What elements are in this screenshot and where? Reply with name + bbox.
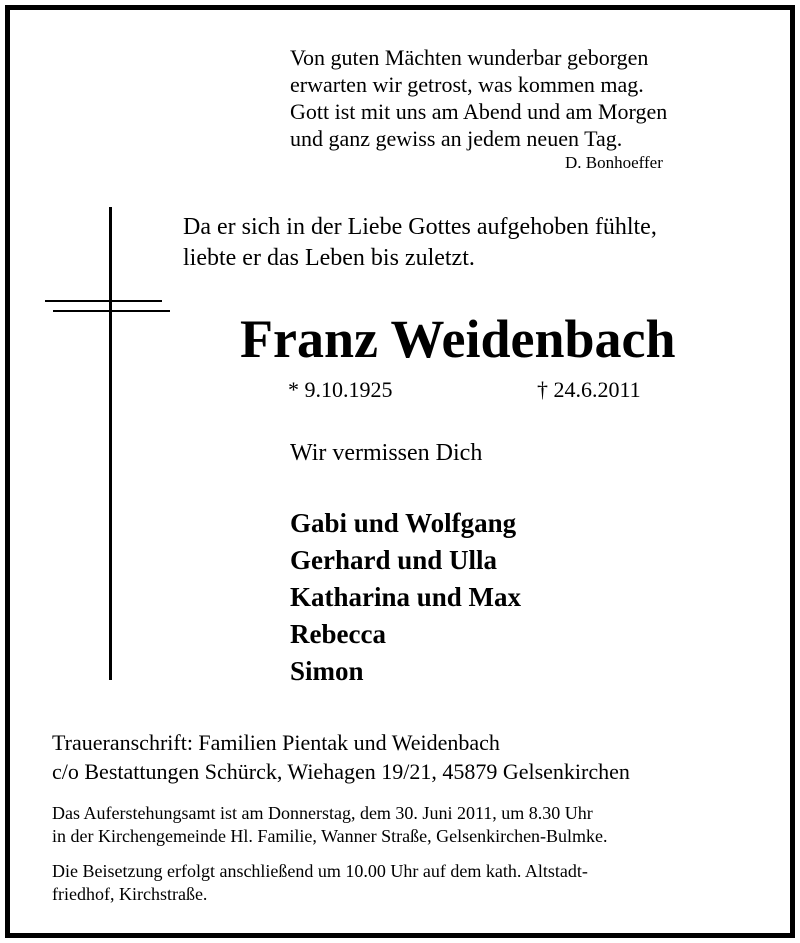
mourner: Gerhard und Ulla [290,545,498,575]
poem-line: Von guten Mächten wunderbar geborgen [290,45,649,70]
cross-icon-bar [45,300,162,302]
service-line: in der Kirchengemeinde Hl. Familie, Wanner Straße, Gelsenkirchen-Bulmke. [52,826,608,846]
address-line: c/o Bestattungen Schürck, Wiehagen 19/21, 45879 Gelsenkirchen [52,759,630,784]
mourning-address [52,728,630,786]
cross-icon-bar [53,310,170,312]
burial-line: Die Beisetzung erfolgt anschließend um 10.00 Uhr auf dem kath. Altstadt- [52,861,588,881]
poem-line: Gott ist mit uns am Abend und am Morgen [290,99,668,124]
death-date: † 24.6.2011 [537,377,641,402]
birth-date: * 9.10.1925 [288,377,393,402]
mourner: Simon [290,656,364,686]
service-line: Das Auferstehungsamt ist am Donnerstag, dem 30. Juni 2011, um 8.30 Uhr [52,803,593,823]
deceased-name: Franz Weidenbach [240,309,676,369]
burial-line: friedhof, Kirchstraße. [52,884,208,904]
poem [290,44,667,152]
mourners-list [290,505,521,690]
quote-line: liebte er das Leben bis zuletzt. [183,245,475,271]
poem-line: erwarten wir getrost, was kommen mag. [290,72,644,97]
quote [183,212,657,274]
poem-line: und ganz gewiss an jedem neuen Tag. [290,126,623,151]
mourner: Rebecca [290,619,386,649]
cross-icon [109,207,112,680]
address-line: Traueranschrift: Familien Pientak und Weidenbach [52,730,500,755]
farewell-line: Wir vermissen Dich [290,440,483,466]
service-info [52,802,608,848]
burial-info [52,860,588,906]
poem-author: D. Bonhoeffer [565,153,663,172]
mourner: Gabi und Wolfgang [290,508,517,538]
mourner: Katharina und Max [290,582,522,612]
quote-line: Da er sich in der Liebe Gottes aufgehoben fühlte, [183,214,657,240]
